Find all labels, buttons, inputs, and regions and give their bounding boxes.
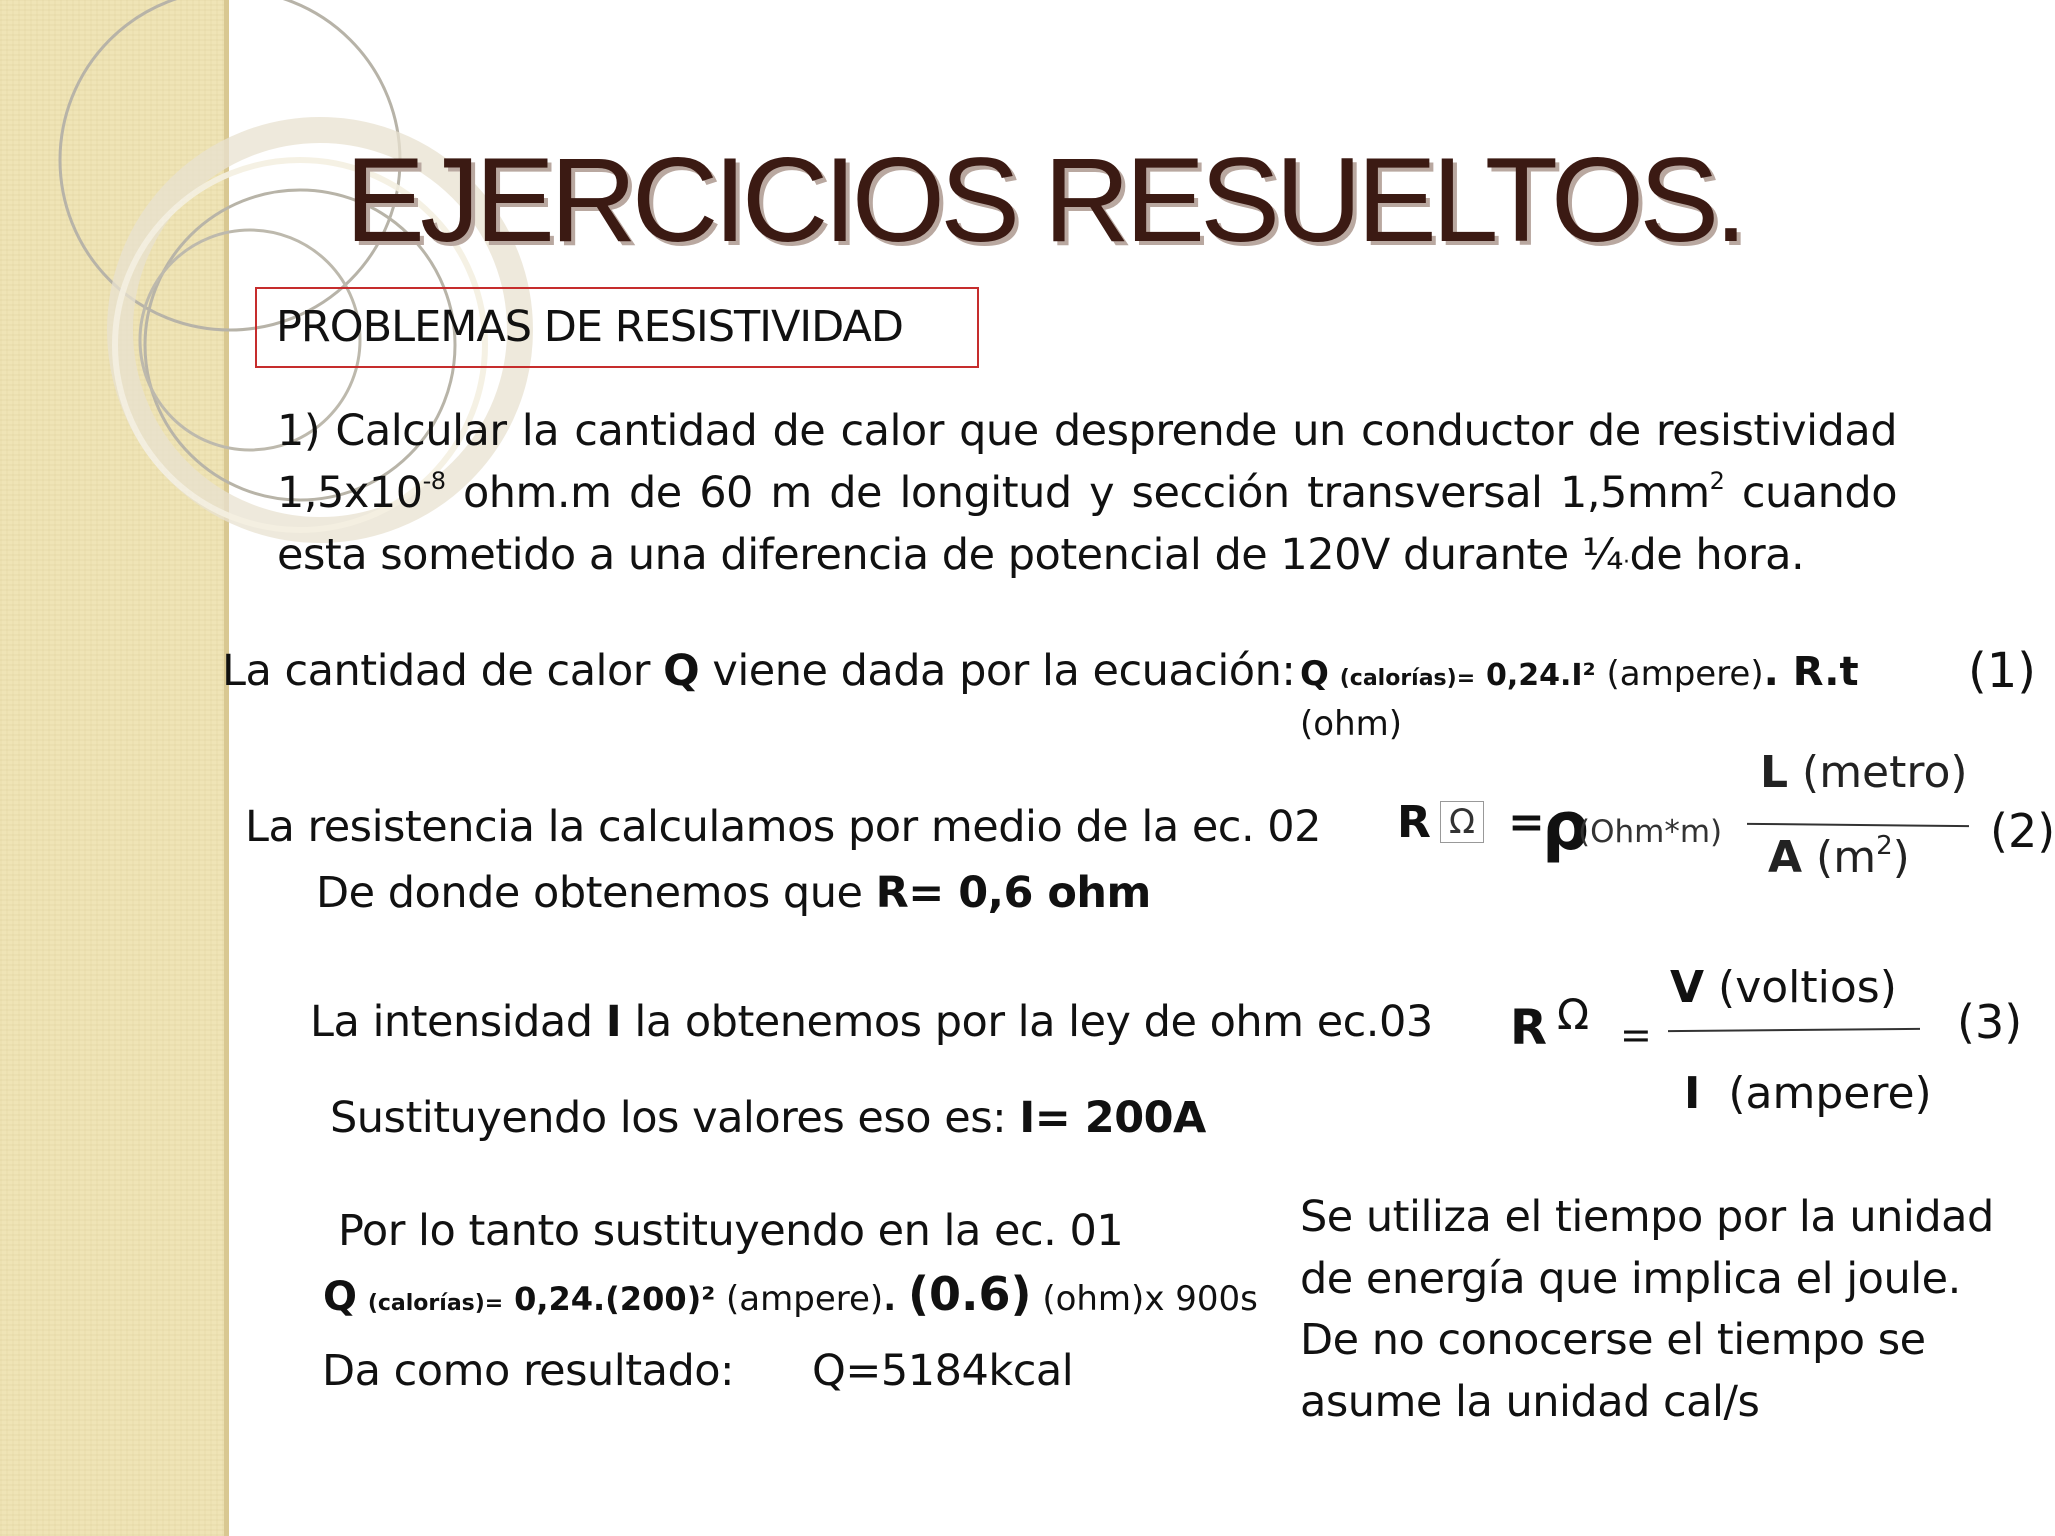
eq3-num-var: V bbox=[1670, 962, 1705, 1013]
problem-dot: · bbox=[1623, 550, 1630, 575]
eq3-denominator bbox=[1684, 1066, 1932, 1122]
eq3-fraction-bar bbox=[1668, 1028, 1920, 1032]
final-r-value: (0.6) bbox=[907, 1267, 1032, 1321]
problem-part-1: 1) Calcular la cantidad de calor que desprende un conductor de resistividad 1,5x10 bbox=[277, 406, 1897, 518]
intensity-intro-i: I bbox=[605, 997, 622, 1047]
final-intro-text: Por lo tanto sustituyendo en la ec. 01 bbox=[338, 1206, 1124, 1256]
heat-intro-text bbox=[222, 643, 1295, 699]
eq1-factor: 0,24.I² bbox=[1485, 658, 1596, 693]
eq2-fraction-bar bbox=[1747, 823, 1969, 827]
eq2-num-unit: (metro) bbox=[1788, 747, 1968, 798]
resistance-result-a: De donde obtenemos que bbox=[316, 868, 876, 918]
decorative-sidebar bbox=[0, 0, 227, 1536]
heat-intro-a: La cantidad de calor bbox=[222, 646, 664, 696]
eq1-i-unit: (ampere) bbox=[1606, 654, 1764, 694]
substitution-a: Sustituyendo los valores eso es: bbox=[330, 1093, 1020, 1143]
final-result-value: Q=5184kcal bbox=[812, 1346, 1074, 1396]
eq2-den-unit-b: ) bbox=[1892, 832, 1910, 883]
eq3-den-var: I bbox=[1684, 1068, 1701, 1119]
eq2-den-var: A bbox=[1768, 832, 1803, 883]
final-q-unit: (calorías)= bbox=[367, 1291, 504, 1316]
eq2-rho-unit: (Ohm*m) bbox=[1578, 814, 1723, 850]
substitution-text bbox=[330, 1090, 1206, 1146]
eq2-numerator bbox=[1760, 745, 1968, 801]
sidebar-edge bbox=[224, 0, 229, 1536]
heat-intro-b: viene dada por la ecuación: bbox=[699, 646, 1296, 696]
eq2-denominator bbox=[1768, 830, 1910, 886]
eq2-den-exp: 2 bbox=[1876, 831, 1893, 861]
resistance-result-value: R= 0,6 ohm bbox=[875, 868, 1151, 918]
time-unit-note: Se utiliza el tiempo por la unidad de energía que implica el joule. De no conocerse el tiempo se asume la unidad cal/s bbox=[1300, 1192, 1994, 1427]
omega-icon: Ω bbox=[1440, 801, 1484, 843]
final-factor: 0,24.(200)² bbox=[514, 1280, 716, 1318]
intensity-intro-text bbox=[310, 994, 1433, 1050]
final-result bbox=[322, 1343, 1073, 1399]
equation-1-number: (1) bbox=[1968, 643, 2036, 699]
problem-part-2: ohm.m de 60 m de longitud y sección transversal 1,5mm bbox=[445, 468, 1710, 518]
problem-statement bbox=[277, 400, 1897, 594]
eq1-rt: . R.t bbox=[1763, 649, 1859, 695]
eq1-q-unit: (calorías)= bbox=[1339, 666, 1476, 691]
final-i-unit: (ampere) bbox=[726, 1279, 884, 1319]
substitution-value: I= 200A bbox=[1019, 1093, 1206, 1143]
page-title: EJERCICIOS RESUELTOS. bbox=[345, 133, 1743, 267]
eq2-num-var: L bbox=[1760, 747, 1789, 798]
final-equation bbox=[323, 1266, 1258, 1332]
final-tail: (ohm)x 900s bbox=[1042, 1279, 1258, 1319]
problem-part-4: de hora. bbox=[1629, 530, 1805, 580]
omega-icon: Ω bbox=[1557, 990, 1590, 1039]
equation-2-number: (2) bbox=[1990, 804, 2055, 858]
eq1-q: Q bbox=[1300, 654, 1329, 694]
final-q: Q bbox=[323, 1274, 358, 1320]
heat-intro-q: Q bbox=[663, 646, 700, 696]
exponent-2: 2 bbox=[1709, 467, 1725, 495]
exponent-1: -8 bbox=[422, 467, 446, 495]
final-dot: . bbox=[883, 1279, 908, 1319]
problem-part-3: cuando esta sometido a una diferencia de potencial de 120V durante ¼ bbox=[277, 468, 1898, 580]
eq1-ohm-unit: (ohm) bbox=[1300, 704, 1402, 744]
eq2-R: R bbox=[1397, 797, 1431, 848]
eq3-equals: = bbox=[1620, 1013, 1652, 1057]
equation-1 bbox=[1300, 650, 1859, 701]
eq3-R: R bbox=[1510, 1000, 1547, 1056]
eq2-den-unit-a: (m bbox=[1802, 832, 1877, 883]
resistance-intro-text: La resistencia la calculamos por medio de la ec. 02 bbox=[245, 802, 1321, 852]
eq3-den-unit: (ampere) bbox=[1700, 1068, 1932, 1119]
intensity-intro-a: La intensidad bbox=[310, 997, 606, 1047]
final-result-label: Da como resultado: bbox=[322, 1346, 735, 1396]
eq3-numerator bbox=[1670, 960, 1897, 1016]
equation-3-number: (3) bbox=[1957, 995, 2023, 1049]
eq2-rho: ρ bbox=[1542, 788, 1590, 865]
resistance-result bbox=[316, 865, 1151, 921]
section-box: PROBLEMAS DE RESISTIVIDAD bbox=[255, 287, 979, 368]
eq3-num-unit: (voltios) bbox=[1704, 962, 1897, 1013]
eq2-equals: = bbox=[1508, 797, 1545, 848]
intensity-intro-b: la obtenemos por la ley de ohm ec.03 bbox=[621, 997, 1433, 1047]
